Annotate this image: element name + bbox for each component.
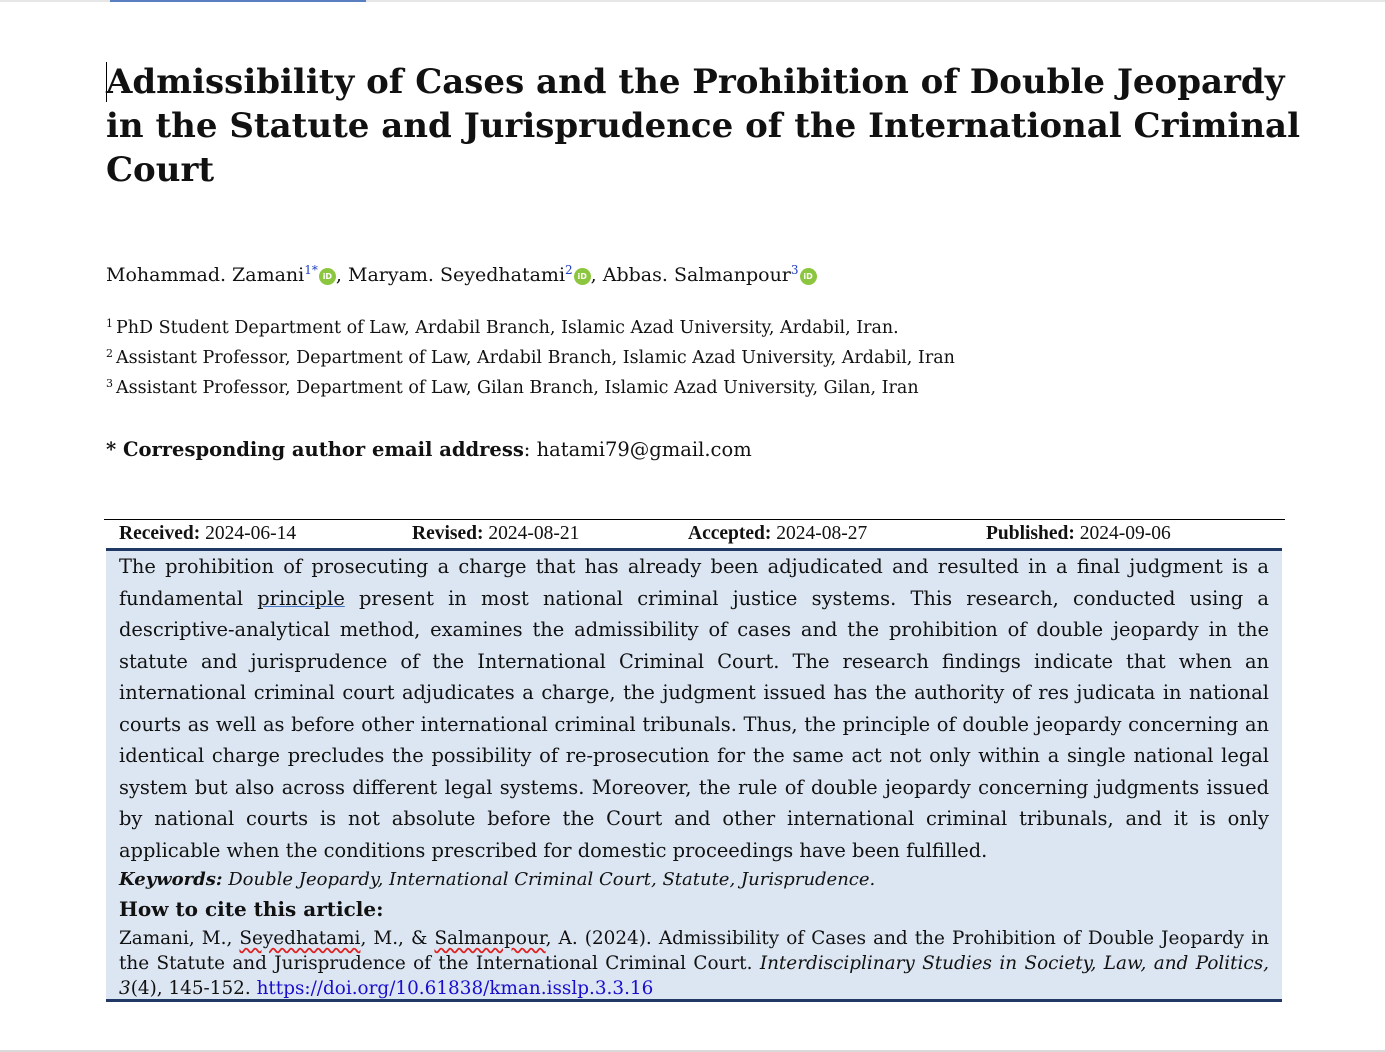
affiliations[interactable] — [106, 311, 955, 401]
abstract-text[interactable]: The prohibition of prosecuting a charge that has already been adjudicated and resulted in a final judgment is a fundamental principle present in most national criminal justice systems. This research, conducted using a descriptive-analytical method, examines the admissibility of cases and the prohibition of double jeopardy in the statute and jurisprudence of the International Criminal Court. The research findings indicate that when an international criminal court adjudicates a charge, the judgment issued has the authority of res judicata in national courts as well as before other international criminal tribunals. Thus, the principle of double jeopardy concerning an identical charge precludes the possibility of re-prosecution for the same act not only within a single national legal system but also across different legal systems. Moreover, the rule of double jeopardy concerning judgments issued by national courts is not absolute before the Court and other international criminal tribunals, and it is only applicable when the conditions prescribed for domestic proceedings have been fulfilled. — [119, 555, 1269, 862]
top-scroll-accent — [110, 0, 366, 2]
author-sup: 1* — [304, 263, 318, 277]
journal-name: Interdisciplinary Studies in Society, Law, and Politics, 3 — [119, 953, 1270, 999]
author-name: Mohammad. Zamani — [106, 264, 305, 286]
author-sup: 3 — [790, 263, 799, 277]
cite-heading[interactable]: How to cite this article: — [119, 897, 384, 921]
affiliation-item: $^1$ PhD Student Department of Law, Ardabil Branch, Islamic Azad University, Ardabil, Iran. — [106, 317, 899, 338]
accepted-date: Accepted: 2024-08-27 — [688, 523, 868, 544]
keywords-text: Double Jeopardy, International Criminal Court, Statute, Jurisprudence. — [222, 869, 876, 890]
spellcheck-underlined-word: principle — [257, 586, 345, 610]
orcid-icon[interactable]: iD — [574, 268, 591, 285]
author-sup: 2 — [565, 263, 573, 277]
corresponding-label: * Corresponding author email address — [106, 438, 524, 461]
author-name: Abbas. Salmanpour — [602, 264, 791, 286]
author-line[interactable]: Mohammad. Zamani$^{1*}$ iD , Maryam. Seyedhatami$^2$ iD , Abbas. Salmanpour$^3$ iD — [106, 257, 817, 288]
orcid-icon[interactable]: iD — [319, 268, 336, 285]
article-title[interactable]: Admissibility of Cases and the Prohibition of Double Jeopardy in the Statute and Jurisprudence of the International Criminal Court — [106, 62, 1301, 190]
orcid-icon[interactable]: iD — [800, 268, 817, 285]
received-date: Received: 2024-06-14 — [119, 523, 297, 544]
doi-link[interactable]: https://doi.org/10.61838/kman.isslp.3.3.16 — [256, 978, 654, 999]
spellcheck-wavy-word: Seyedhatami — [239, 928, 361, 949]
corresponding-author[interactable]: * Corresponding author email address: hatami79@gmail.com — [106, 438, 752, 461]
revised-date: Revised: 2024-08-21 — [412, 523, 580, 544]
keywords-label: Keywords: — [119, 869, 223, 890]
spellcheck-wavy-word: Salmanpour — [434, 928, 546, 949]
corresponding-email: hatami79@gmail.com — [536, 438, 752, 461]
keywords[interactable] — [119, 867, 1269, 893]
dates-row[interactable] — [104, 520, 1285, 548]
citation-text[interactable]: Zamani, M., Seyedhatami, M., & Salmanpour, A. (2024). Admissibility of Cases and the Prohibition of Double Jeopardy in the Statute and Jurisprudence of the International Criminal Court. Interdisciplinary Studies in Society, Law, and Politics, 3(4), 145-152. https://doi.org/10.61838/kman.isslp.3.3.16 — [119, 928, 1270, 999]
affiliation-item: $^3$ Assistant Professor, Department of Law, Gilan Branch, Islamic Azad University, Gilan, Iran — [106, 377, 919, 398]
published-date: Published: 2024-09-06 — [986, 523, 1171, 544]
affiliation-item: $^2$ Assistant Professor, Department of Law, Ardabil Branch, Islamic Azad University, Ardabil, Iran — [106, 347, 955, 368]
author-name: Maryam. Seyedhatami — [347, 264, 566, 286]
